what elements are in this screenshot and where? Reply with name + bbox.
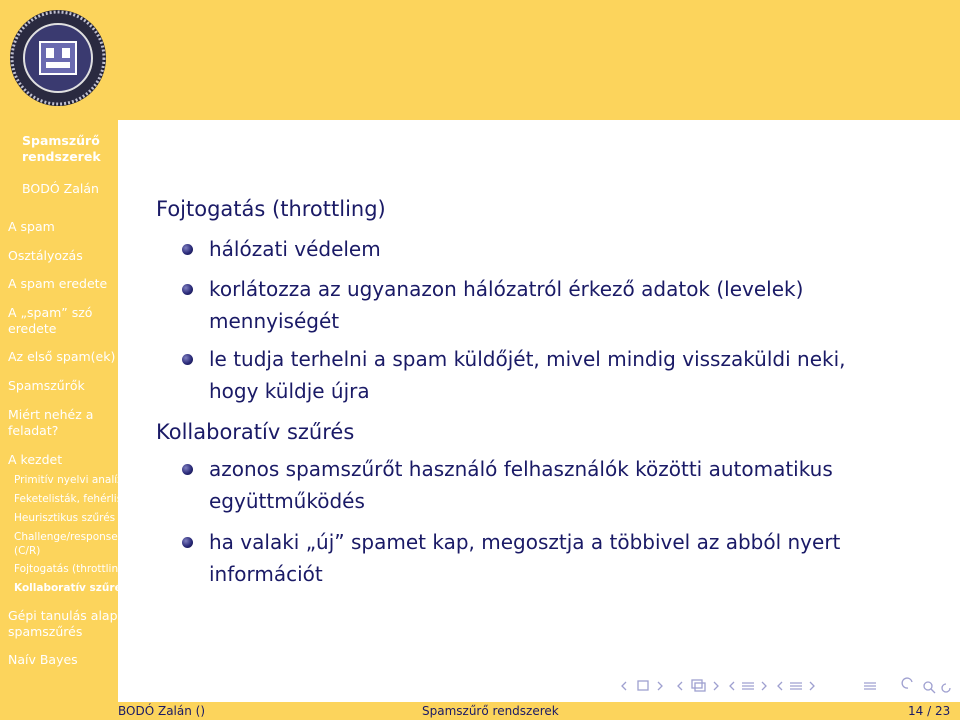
sidebar-item-spamszurok[interactable]: Spamszűrők bbox=[8, 378, 85, 393]
sidebar-item-spam-szo-eredete[interactable]: A „spam” szó eredete bbox=[8, 305, 93, 336]
nav-forward-icon bbox=[942, 684, 950, 692]
university-logo bbox=[10, 10, 106, 106]
nav-next-icon bbox=[658, 682, 662, 690]
sidebar-item-gepi-tanulas[interactable]: Gépi tanulás alapú spamszűrés bbox=[8, 608, 126, 639]
footer-bar bbox=[0, 702, 960, 720]
bullet-text: hálózati védelem bbox=[209, 237, 381, 261]
bullet-text: korlátozza az ugyanazon hálózatról érkező adatok (levelek) mennyiségét bbox=[209, 277, 804, 333]
sidebar-title[interactable]: Spamszűrő rendszerek bbox=[22, 133, 101, 164]
sidebar-item-elso-spam[interactable]: Az első spam(ek) bbox=[8, 349, 116, 364]
nav-back-icon bbox=[902, 678, 912, 688]
nav-prev-subsection-icon bbox=[678, 682, 682, 690]
sidebar-subitem-feketelistak[interactable]: Feketelisták, fehérlisták bbox=[14, 493, 139, 505]
sidebar-item-osztalyozas[interactable]: Osztályozás bbox=[8, 248, 83, 263]
bullet-text: ha valaki „új” spamet kap, megosztja a többivel az abból nyert információt bbox=[209, 530, 841, 586]
section-heading: Kollaboratív szűrés bbox=[156, 420, 355, 444]
bullet-text: azonos spamszűrőt használó felhasználók közötti automatikus együttműködés bbox=[209, 457, 833, 513]
sidebar-subitem-fojtogatas[interactable]: Fojtogatás (throttling) bbox=[14, 563, 129, 575]
top-banner bbox=[0, 0, 960, 120]
sidebar-item-a-kezdet[interactable]: A kezdet bbox=[8, 452, 63, 467]
nav-toc-icon bbox=[864, 683, 876, 689]
bullet-text: le tudja terhelni a spam küldőjét, mivel mindig visszaküldi neki, hogy küldje újra bbox=[209, 347, 846, 403]
nav-search-icon bbox=[924, 682, 932, 690]
bullet-icon bbox=[182, 464, 193, 475]
nav-frame-icon bbox=[638, 681, 648, 690]
bullet-icon bbox=[182, 244, 193, 255]
nav-prev-part-icon bbox=[778, 682, 782, 690]
sidebar-subitem-heurisztikus[interactable]: Heurisztikus szűrés bbox=[14, 512, 116, 524]
bullet-icon bbox=[182, 354, 193, 365]
sidebar-subitem-challenge-response[interactable]: Challenge/response (C/R) bbox=[14, 531, 118, 557]
nav-prev-section-icon bbox=[730, 682, 734, 690]
footer-title: Spamszűrő rendszerek bbox=[422, 704, 559, 718]
sidebar-item-a-spam[interactable]: A spam bbox=[8, 219, 55, 234]
sidebar-subitem-primitiv[interactable]: Primitív nyelvi analízis bbox=[14, 474, 132, 486]
bullet-icon bbox=[182, 537, 193, 548]
frame-title: Fojtogatás (throttling) bbox=[156, 197, 386, 221]
footer-author: BODÓ Zalán () bbox=[118, 704, 206, 718]
sidebar-item-naiv-bayes[interactable]: Naív Bayes bbox=[8, 652, 78, 667]
sidebar-subitem-kollaborativ-active[interactable]: Kollaboratív szűrés bbox=[14, 582, 128, 594]
footer-page-number: 14 / 23 bbox=[908, 704, 951, 718]
bullet-icon bbox=[182, 284, 193, 295]
sidebar-item-miert-nehez[interactable]: Miért nehéz a feladat? bbox=[8, 407, 94, 438]
nav-prev-icon bbox=[622, 682, 626, 690]
sidebar-item-spam-eredete[interactable]: A spam eredete bbox=[8, 276, 108, 291]
sidebar-author: BODÓ Zalán bbox=[22, 181, 99, 196]
